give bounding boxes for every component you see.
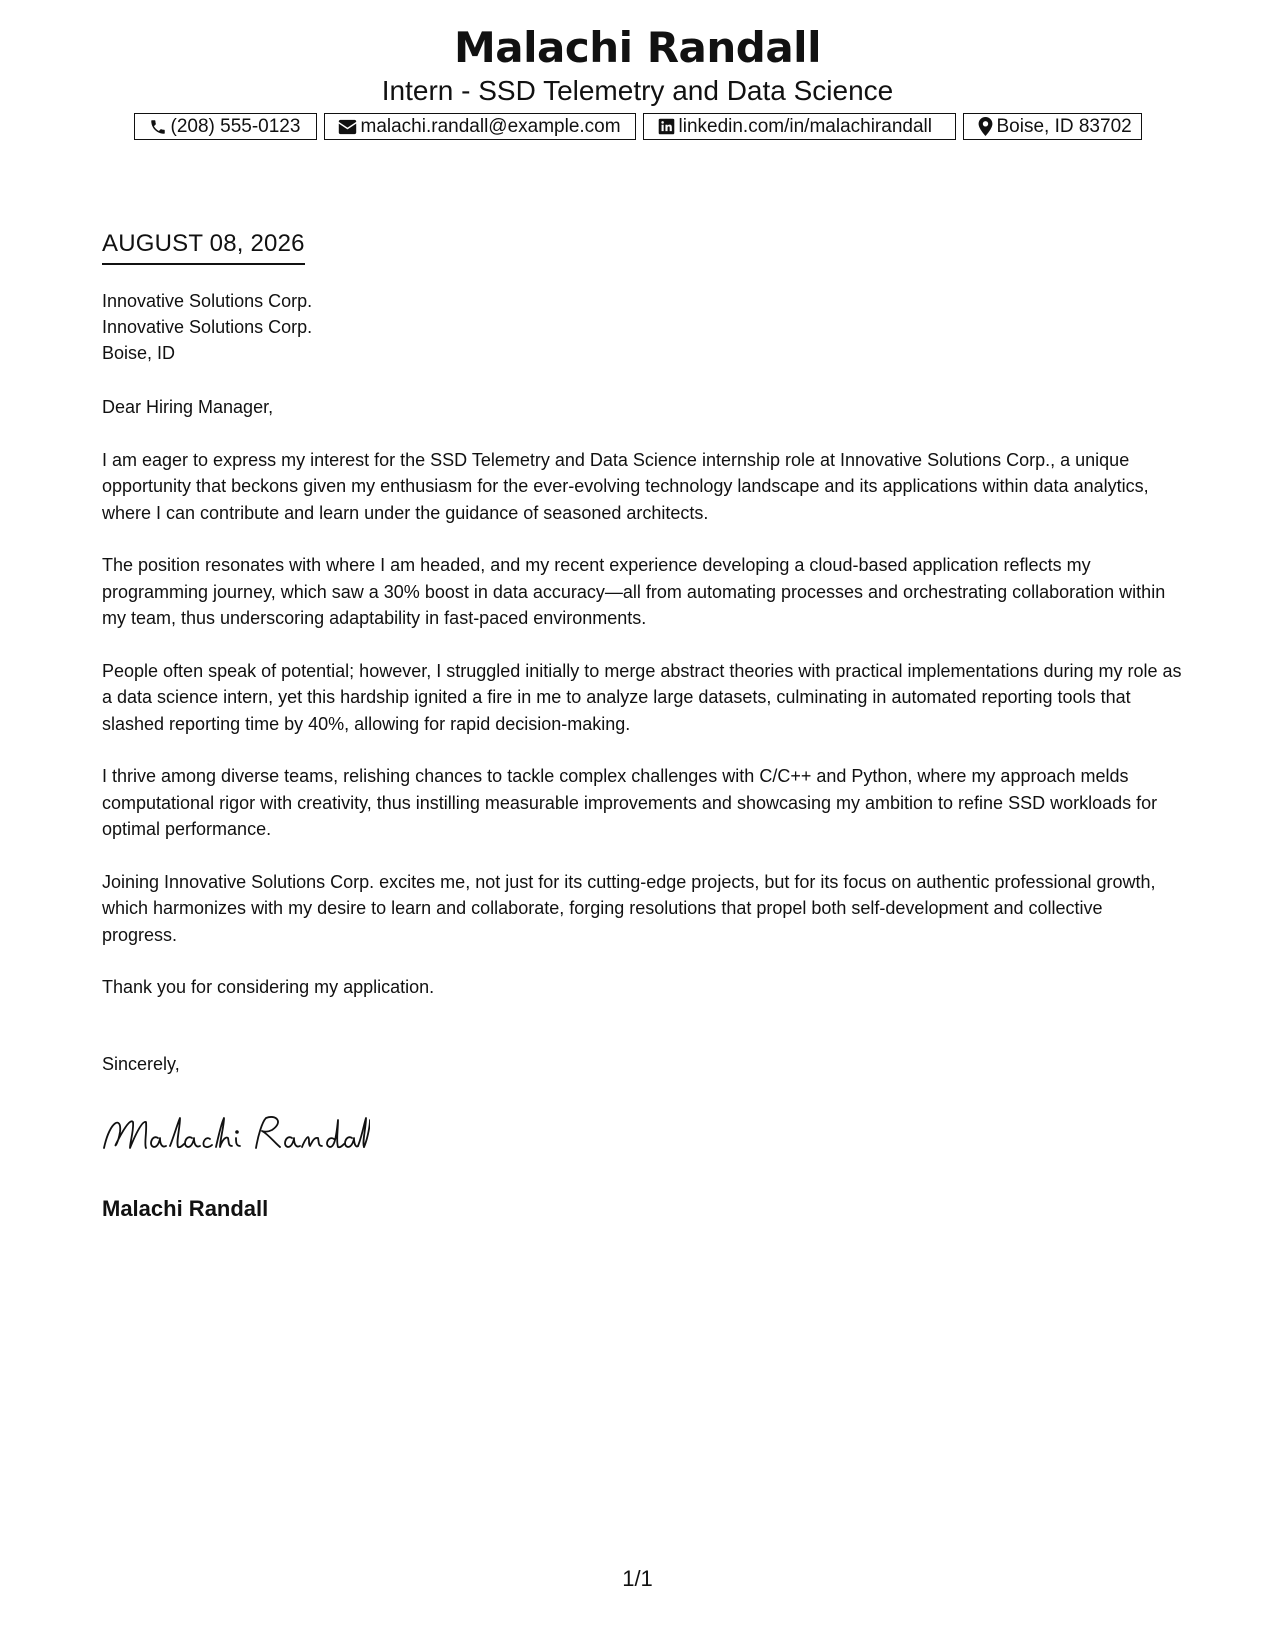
envelope-icon — [338, 119, 357, 135]
contact-bar — [0, 113, 1275, 140]
thank-you-line: Thank you for considering my application. — [102, 977, 435, 997]
contact-email-text: malachi.randall@example.com — [360, 115, 621, 137]
contact-location-text: Boise, ID 83702 — [996, 115, 1132, 137]
contact-location[interactable] — [963, 113, 1142, 140]
recipient-line: Innovative Solutions Corp. — [102, 291, 313, 311]
body-paragraph: I thrive among diverse teams, relishing chances to tackle complex challenges with C/C++ and Python, where my approach melds computational rigor with creativity, thus instilling measurable improvements and showcasing my ambition to refine SSD workloads for optimal performance. — [102, 766, 1158, 839]
body-paragraph: The position resonates with where I am headed, and my recent experience developing a cloud-based application reflects my programming journey, which saw a 30% boost in data accuracy—all from automating processes and orchestrating collaboration within my team, thus underscoring adaptability in fast-paced environments. — [102, 555, 1166, 628]
contact-phone-text: (208) 555-0123 — [170, 115, 301, 137]
applicant-name: Malachi Randall — [454, 23, 821, 72]
body-paragraph: Joining Innovative Solutions Corp. excites me, not just for its cutting-edge projects, but for its focus on authentic professional growth, which harmonizes with my desire to learn and collaborate, forging resolutions that propel both self-development and collective progress. — [102, 871, 1156, 945]
linkedin-icon — [658, 118, 675, 135]
signer-name: Malachi Randall — [102, 1196, 269, 1221]
contact-phone[interactable] — [134, 113, 317, 140]
handwritten-signature — [100, 1110, 370, 1165]
salutation: Dear Hiring Manager, — [102, 397, 274, 417]
body-paragraph: People often speak of potential; however, I struggled initially to merge abstract theories with practical implementations during my role as a data science intern, yet this hardship ignited a fire in me to analyze large datasets, culminating in automated reporting tools that slashed reporting time by 40%, allowing for rapid decision-making. — [102, 660, 1182, 734]
map-pin-icon — [978, 117, 993, 136]
phone-icon — [149, 118, 167, 136]
body-paragraph: I am eager to express my interest for the SSD Telemetry and Data Science internship role at Innovative Solutions Corp., a unique opportunity that beckons given my enthusiasm for the ever-evolving technology landscape and its applications within data analytics, where I can contribute and learn under the guidance of seasoned architects. — [102, 449, 1149, 523]
recipient-line: Boise, ID — [102, 343, 176, 363]
recipient-line: Innovative Solutions Corp. — [102, 317, 313, 337]
recipient-address — [102, 288, 1182, 366]
page-number: 1/1 — [622, 1566, 653, 1591]
contact-email[interactable] — [324, 113, 636, 140]
closing: Sincerely, — [102, 1053, 180, 1074]
job-title: Intern - SSD Telemetry and Data Science — [381, 75, 894, 106]
letter-body — [102, 288, 1182, 1077]
letter-header — [0, 22, 1275, 108]
letter-date: AUGUST 08, 2026 — [102, 229, 305, 265]
contact-linkedin[interactable] — [643, 113, 956, 140]
contact-linkedin-text: linkedin.com/in/malachirandall — [678, 115, 932, 137]
